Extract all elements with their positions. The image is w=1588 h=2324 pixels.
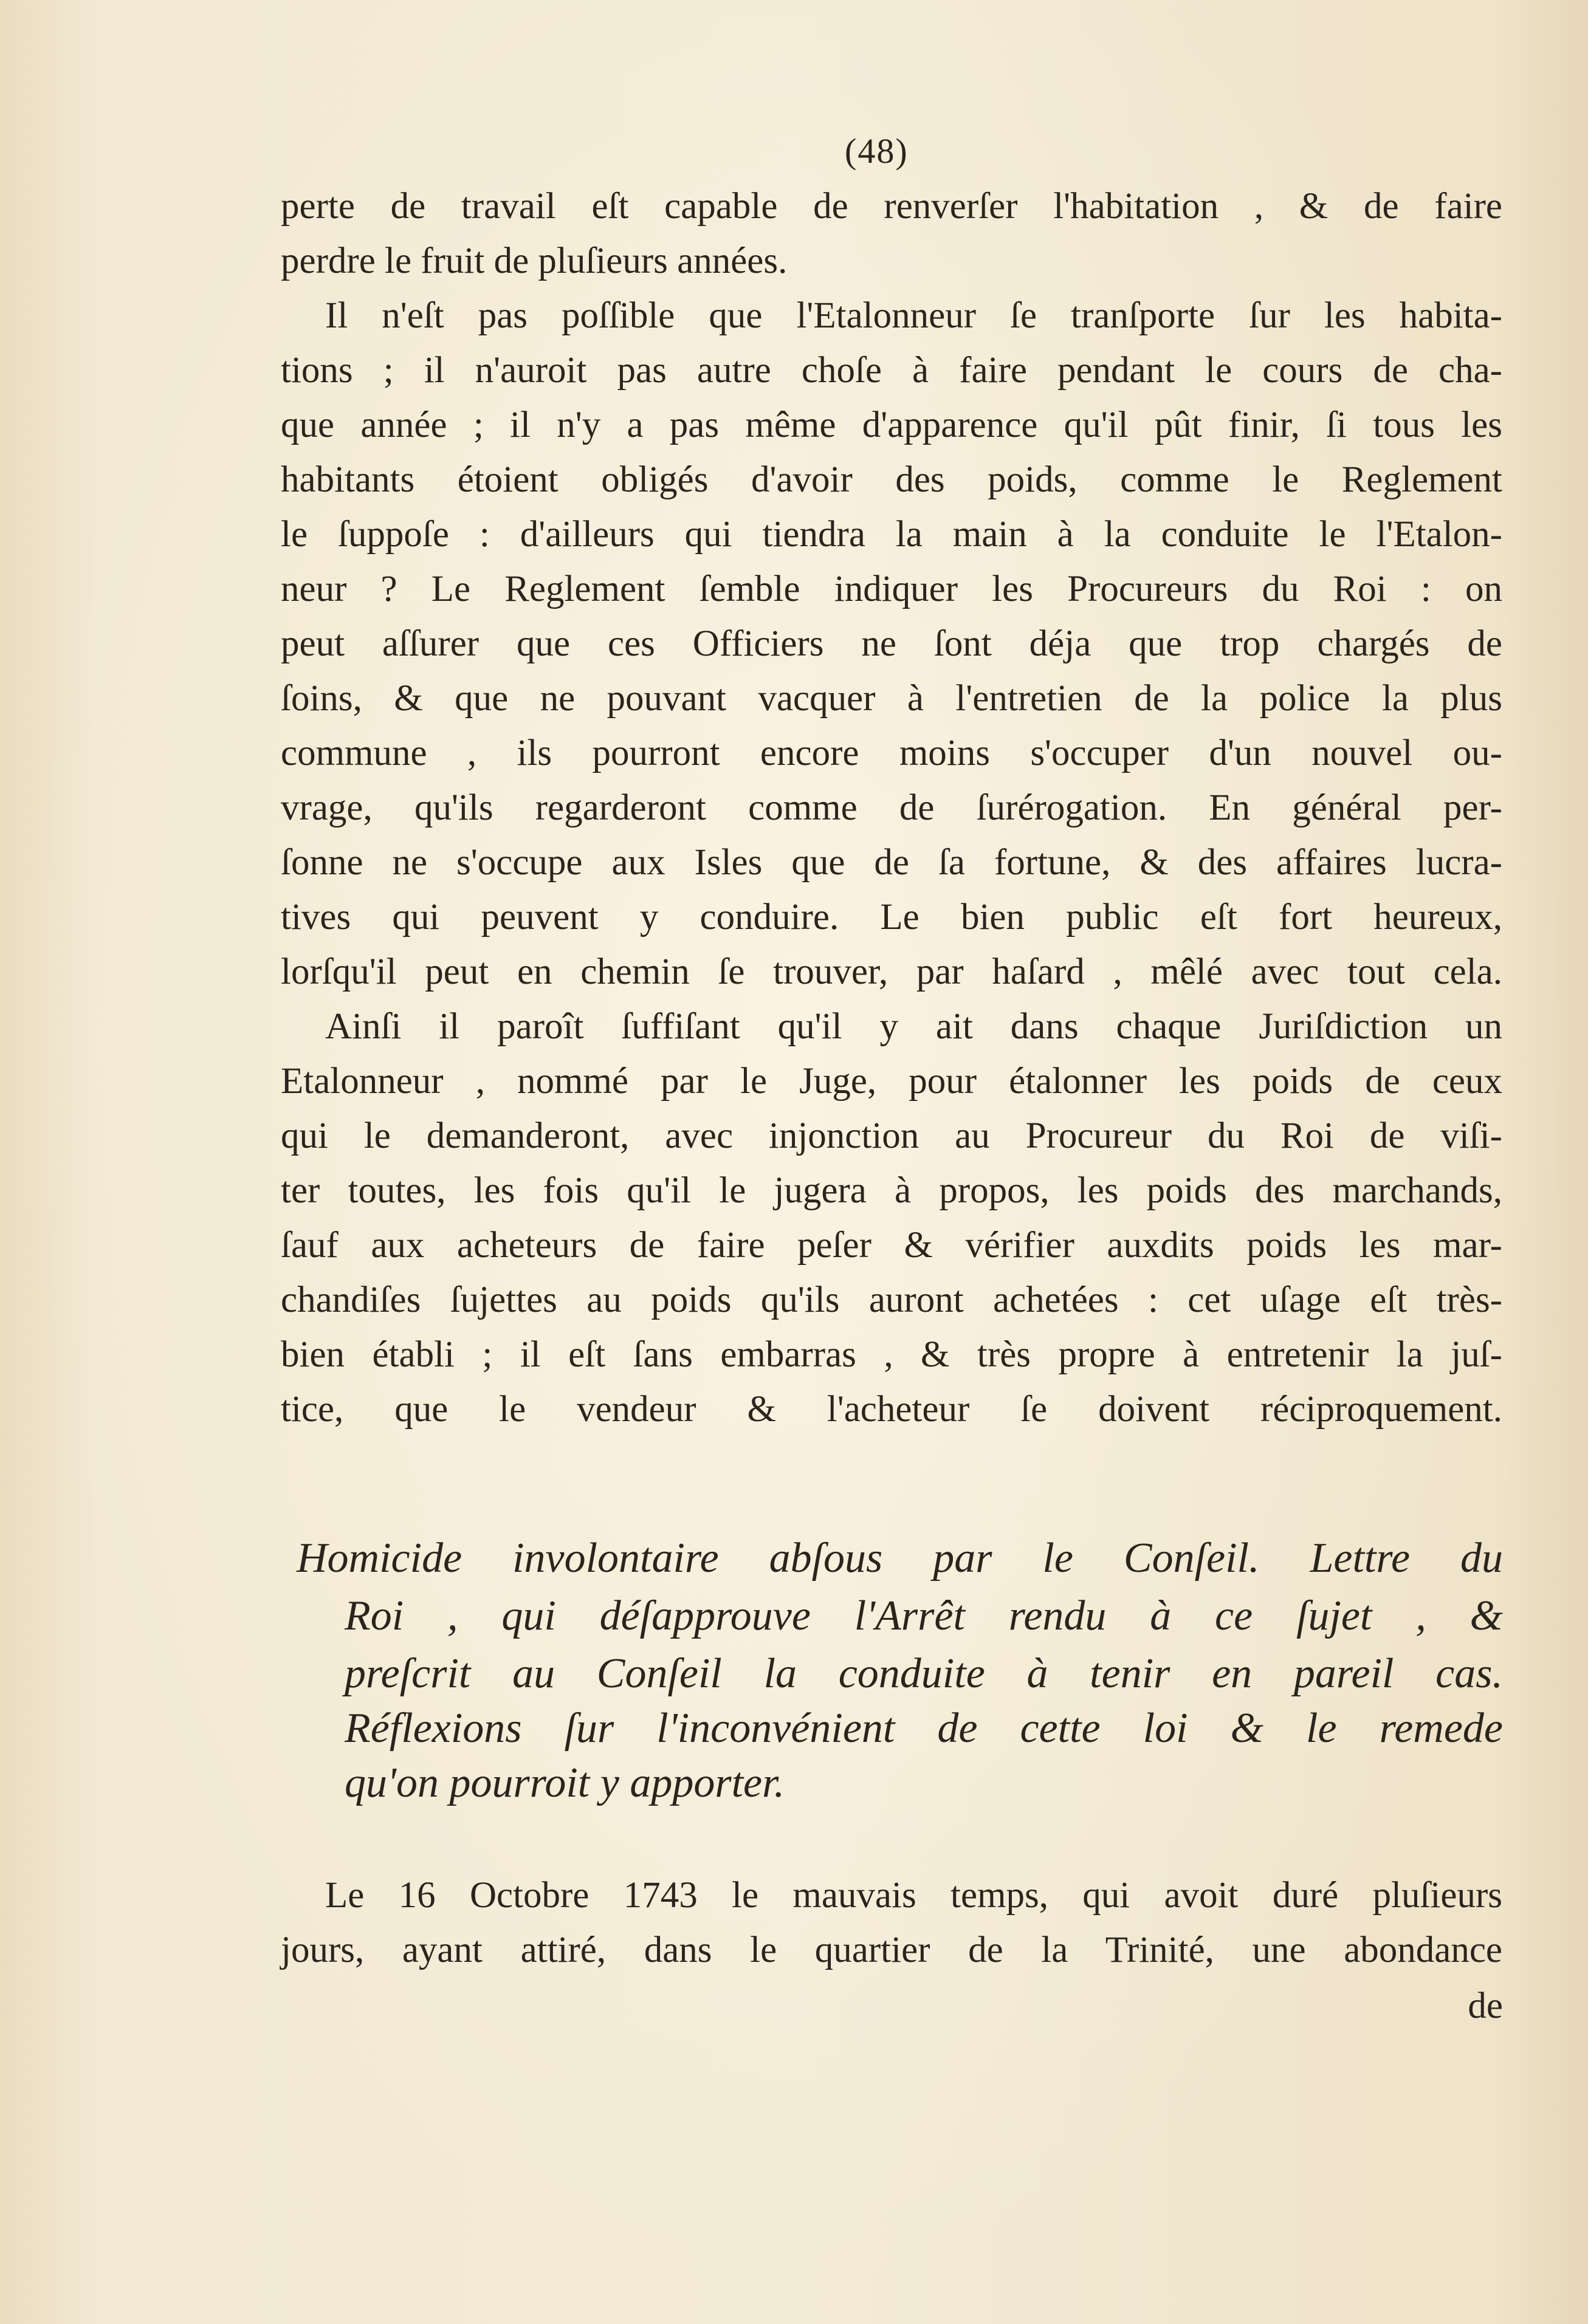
text-line: ter toutes, les fois qu'il le jugera à propos, les poids des marchands, [281,1170,1502,1211]
page-number: (48) [845,131,909,171]
section-heading-line: preſcrit au Conſeil la conduite à tenir en pareil cas. [345,1650,1503,1697]
text-line: peut aſſurer que ces Officiers ne ſont déja que trop chargés de [281,623,1502,664]
text-line: le ſuppoſe : d'ailleurs qui tiendra la main à la conduite le l'Etalon- [281,514,1502,555]
section-heading-line: Roi , qui déſapprouve l'Arrêt rendu à ce ſujet , & [345,1592,1503,1639]
section-heading-line: qu'on pourroit y apporter. [345,1760,785,1806]
text-line: Il n'eſt pas poſſible que l'Etalonneur ſe tranſporte ſur les habita- [325,295,1502,336]
text-line: ſoins, & que ne pouvant vacquer à l'entretien de la police la plus [281,678,1502,719]
text-line: perte de travail eſt capable de renverſer l'habitation , & de faire [281,186,1502,227]
catchword: de [1468,1986,1503,2026]
text-line: vrage, qu'ils regarderont comme de ſurérogation. En général per- [281,787,1502,828]
text-line: Etalonneur , nommé par le Juge, pour étalonner les poids de ceux [281,1061,1502,1102]
text-line: habitants étoient obligés d'avoir des poids, comme le Reglement [281,459,1502,500]
section-heading-line: Réflexions ſur l'inconvénient de cette loi & le remede [345,1705,1503,1752]
section-heading-line: Homicide involontaire abſous par le Conſeil. Lettre du [297,1535,1503,1582]
text-line: lorſqu'il peut en chemin ſe trouver, par haſard , mêlé avec tout cela. [281,951,1502,992]
text-line: ſonne ne s'occupe aux Isles que de ſa fortune, & des affaires lucra- [281,842,1502,883]
text-line: Le 16 Octobre 1743 le mauvais temps, qui avoit duré pluſieurs [325,1875,1502,1916]
text-line: chandiſes ſujettes au poids qu'ils auront achetées : cet uſage eſt très- [281,1280,1502,1320]
text-line: Ainſi il paroît ſuffiſant qu'il y ait dans chaque Juriſdiction un [325,1006,1502,1047]
text-line: que année ; il n'y a pas même d'apparence qu'il pût finir, ſi tous les [281,405,1502,445]
text-line: jours, ayant attiré, dans le quartier de la Trinité, une abondance [281,1930,1502,1970]
text-line: tives qui peuvent y conduire. Le bien public eſt fort heureux, [281,897,1502,937]
text-line: ſauf aux acheteurs de faire peſer & vérifier auxdits poids les mar- [281,1225,1502,1266]
text-line: tions ; il n'auroit pas autre choſe à faire pendant le cours de cha- [281,350,1502,391]
text-line: tice, que le vendeur & l'acheteur ſe doivent réciproquement. [281,1389,1502,1430]
text-line: bien établi ; il eſt ſans embarras , & très propre à entretenir la juſ- [281,1334,1502,1375]
text-line: neur ? Le Reglement ſemble indiquer les Procureurs du Roi : on [281,569,1502,609]
text-line: qui le demanderont, avec injonction au Procureur du Roi de viſi- [281,1116,1502,1156]
text-line: commune , ils pourront encore moins s'occuper d'un nouvel ou- [281,733,1502,773]
text-line: perdre le fruit de pluſieurs années. [281,241,788,281]
